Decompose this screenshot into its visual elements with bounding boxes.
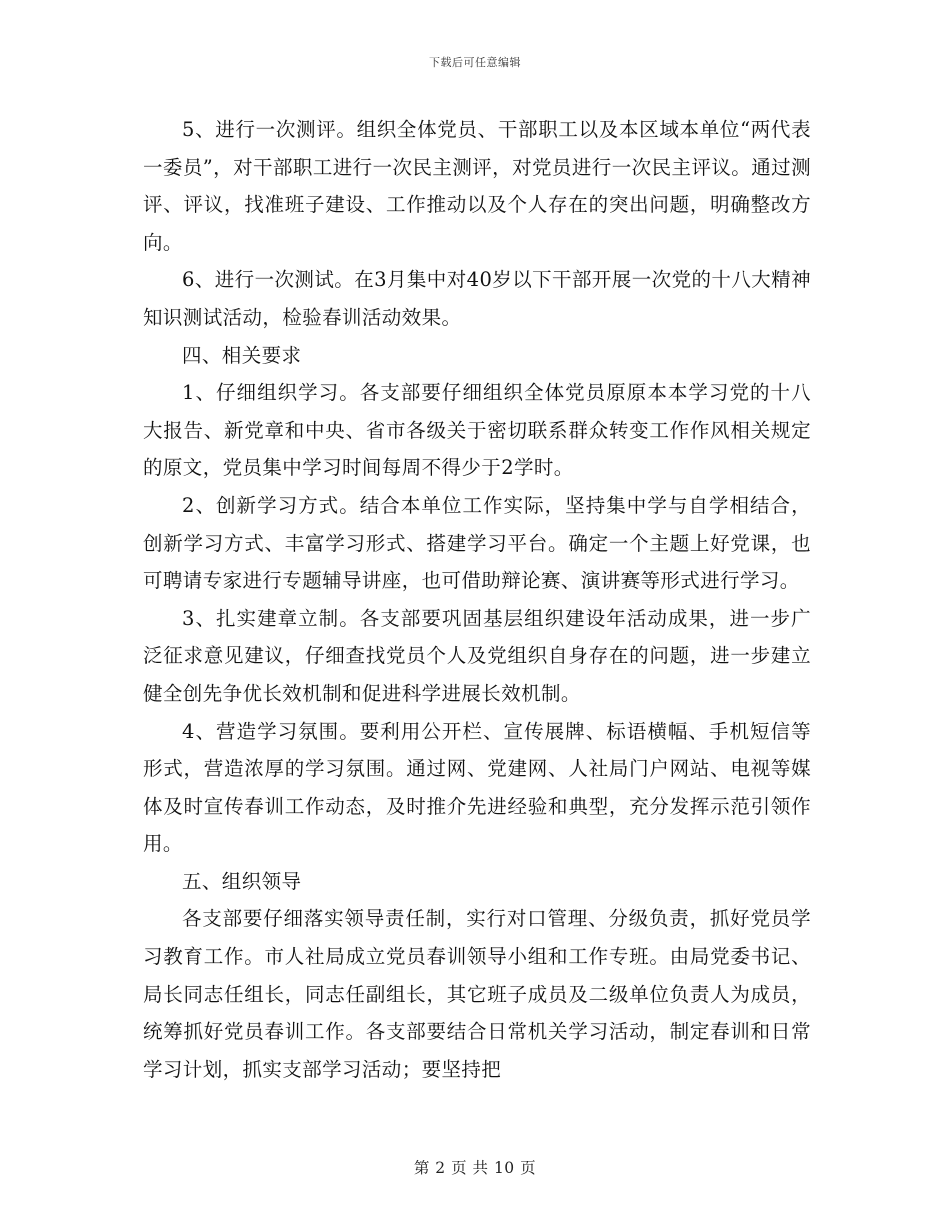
page-footer: 第 2 页 共 10 页 (413, 1159, 537, 1177)
document-body (143, 111, 811, 1088)
paragraph-requirement-1: 1、仔细组织学习。各支部要仔细组织全体党员原原本本学习党的十八大报告、新党章和中央、省市各级关于密切联系群众转变工作作风相关规定的原文，党员集中学习时间每周不得少于2学时。 (143, 381, 811, 480)
paragraph-requirement-4: 4、营造学习氛围。要利用公开栏、宣传展牌、标语横幅、手机短信等形式，营造浓厚的学习氛围。通过网、党建网、人社局门户网站、电视等媒体及时宣传春训工作动态，及时推介先进经验和典型，充分发挥示范引领作用。 (143, 719, 811, 856)
paragraph-requirement-3: 3、扎实建章立制。各支部要巩固基层组织建设年活动成果，进一步广泛征求意见建议，仔细查找党员个人及党组织自身存在的问题，进一步建立健全创先争优长效机制和促进科学进展长效机制。 (143, 606, 811, 705)
page-header: 下载后可任意编辑 (429, 56, 521, 69)
paragraph-leadership: 各支部要仔细落实领导责任制，实行对口管理、分级负责，抓好党员学习教育工作。市人社局成立党员春训领导小组和工作专班。由局党委书记、局长同志任组长，同志任副组长，其它班子成员及二级单位负责人为成员，统筹抓好党员春训工作。各支部要结合日常机关学习活动，制定春训和日常学习计划，抓实支部学习活动；要坚持把 (143, 907, 811, 1081)
paragraph-requirement-2: 2、创新学习方式。结合本单位工作实际，坚持集中学与自学相结合，创新学习方式、丰富学习形式、搭建学习平台。确定一个主题上好党课，也可聘请专家进行专题辅导讲座，也可借助辩论赛、演讲赛等形式进行学习。 (143, 493, 811, 593)
paragraph-item-6: 6、进行一次测试。在3月集中对40岁以下干部开展一次党的十八大精神知识测试活动，检验春训活动效果。 (143, 268, 811, 329)
section-heading-requirements: 四、相关要求 (182, 343, 302, 367)
paragraph-item-5: 5、进行一次测评。组织全体党员、干部职工以及本区域本单位“两代表一委员”，对干部职工进行一次民主测评，对党员进行一次民主评议。通过测评、评议，找准班子建设、工作推动以及个人存在的突出问题，明确整改方向。 (143, 118, 811, 254)
section-heading-leadership: 五、组织领导 (182, 869, 302, 893)
